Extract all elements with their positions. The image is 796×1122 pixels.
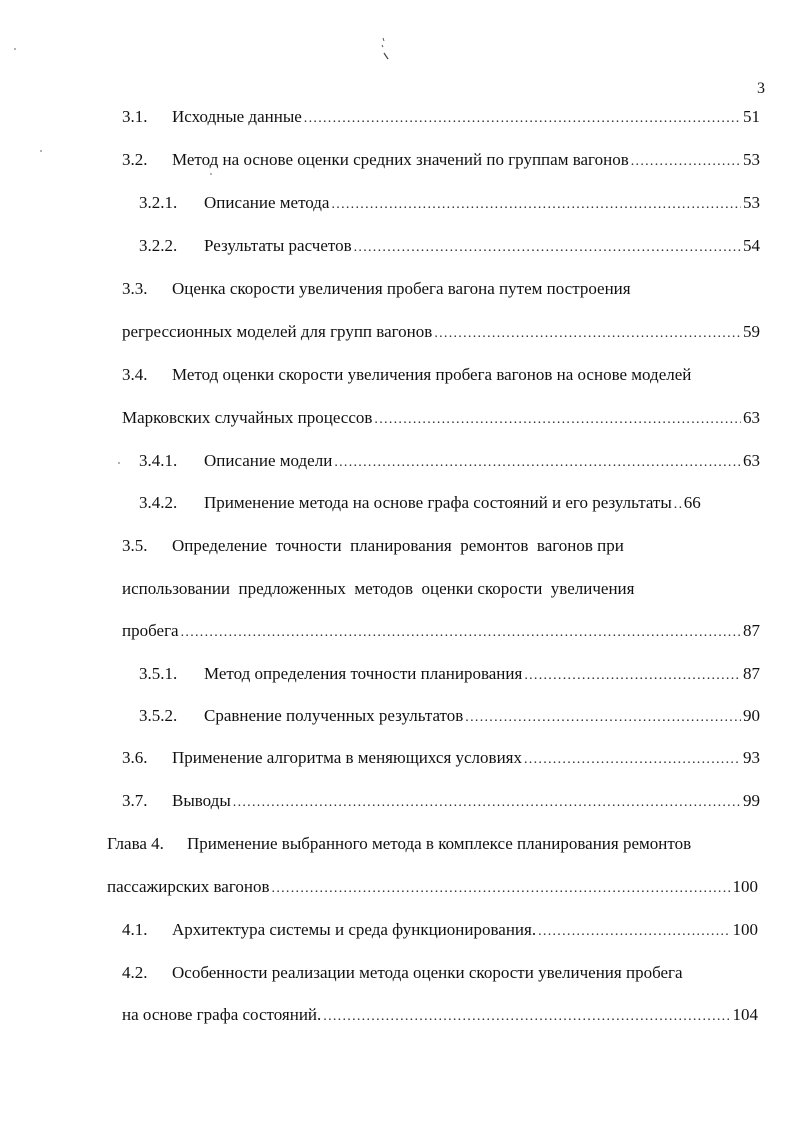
dot-leader bbox=[465, 707, 741, 729]
toc-entry-number: 3.6. bbox=[122, 748, 148, 767]
toc-chapter-continuation[interactable] bbox=[107, 876, 758, 898]
toc-entry[interactable] bbox=[139, 450, 760, 472]
toc-entry-page: 63 bbox=[743, 408, 760, 427]
toc-entry-title: Описание модели bbox=[204, 451, 333, 470]
toc-entry[interactable] bbox=[122, 149, 760, 171]
toc-entry-page: 63 bbox=[743, 451, 760, 470]
toc-entry-text bbox=[122, 149, 629, 171]
toc-chapter-title-continued: пассажирских вагонов bbox=[107, 877, 270, 896]
toc-entry-number: 4.1. bbox=[122, 920, 148, 939]
toc-entry-text bbox=[122, 620, 179, 642]
toc-entry-number: 3.7. bbox=[122, 791, 148, 810]
toc-entry-page: 54 bbox=[743, 236, 760, 255]
toc-entry-page: 53 bbox=[743, 193, 760, 212]
toc-entry-title-continued: Марковских случайных процессов bbox=[122, 408, 373, 427]
toc-entry-page: 87 bbox=[743, 621, 760, 640]
toc-entry-number: 3.1. bbox=[122, 107, 148, 126]
dot-leader bbox=[331, 194, 741, 216]
toc-entry-text bbox=[122, 321, 432, 343]
toc-entry-number: 3.5. bbox=[122, 536, 148, 555]
toc-entry-number: 3.4.2. bbox=[139, 493, 178, 512]
toc-entry-text bbox=[122, 790, 231, 812]
toc-entry[interactable] bbox=[139, 492, 760, 514]
toc-entry-page: 66 bbox=[683, 493, 701, 512]
toc-entry[interactable] bbox=[139, 705, 760, 727]
toc-entry-title-continued: на основе графа состояний. bbox=[122, 1005, 322, 1024]
toc-entry-page: 51 bbox=[743, 107, 760, 126]
dot-leader bbox=[374, 409, 741, 431]
toc-entry-number: 3.2. bbox=[122, 150, 148, 169]
toc-entry-page: 100 bbox=[732, 920, 758, 939]
toc-entry-title: Определение точности планирования ремонтов вагонов при bbox=[172, 536, 624, 555]
toc-entry-title-continued: пробега bbox=[122, 621, 179, 640]
dot-leader bbox=[233, 792, 741, 814]
toc-entry-title: Применение алгоритма в меняющихся условиях bbox=[172, 748, 522, 767]
toc-entry-title: Выводы bbox=[172, 791, 231, 810]
toc-entry-title: Особенности реализации метода оценки скорости увеличения пробега bbox=[172, 963, 683, 982]
dot-leader bbox=[434, 323, 741, 345]
toc-entry-text bbox=[122, 407, 372, 429]
toc-entry-line[interactable] bbox=[122, 364, 762, 386]
toc-entry-text bbox=[139, 663, 522, 685]
toc-entry-title: Архитектура системы и среда функционирования. bbox=[172, 920, 537, 939]
dot-leader bbox=[272, 878, 731, 900]
toc-entry-title: Метод на основе оценки средних значений по группам вагонов bbox=[172, 150, 629, 169]
toc-chapter-number: Глава 4. bbox=[107, 834, 164, 853]
toc-entry-continuation[interactable] bbox=[122, 321, 760, 343]
toc-entry-number: 3.2.1. bbox=[139, 193, 178, 212]
toc-entry-page: 87 bbox=[743, 664, 760, 683]
dot-leader bbox=[524, 749, 741, 771]
toc-entry[interactable] bbox=[122, 790, 760, 812]
toc-entry-text bbox=[139, 450, 332, 472]
toc-entry-number: 4.2. bbox=[122, 963, 148, 982]
toc-entry-page: 90 bbox=[743, 706, 760, 725]
toc-entry-page: 100 bbox=[732, 877, 758, 896]
dot-leader bbox=[674, 494, 682, 516]
stray-dot bbox=[118, 462, 120, 464]
toc-entry-line[interactable] bbox=[122, 578, 760, 600]
toc-entry-line[interactable] bbox=[122, 962, 760, 984]
toc-entry-title: Описание метода bbox=[204, 193, 330, 212]
dot-leader bbox=[538, 921, 730, 943]
toc-entry-page: 104 bbox=[732, 1005, 758, 1024]
toc-entry-number: 3.4.1. bbox=[139, 451, 178, 470]
dot-leader bbox=[524, 665, 741, 687]
toc-entry-text bbox=[139, 705, 463, 727]
stray-dot bbox=[40, 150, 42, 152]
toc-entry[interactable] bbox=[139, 235, 760, 257]
toc-entry-number: 3.4. bbox=[122, 365, 148, 384]
toc-entry-continuation[interactable] bbox=[122, 620, 760, 642]
dot-leader bbox=[354, 237, 741, 259]
toc-entry-number: 3.2.2. bbox=[139, 236, 178, 255]
toc-entry-number: 3.5.2. bbox=[139, 706, 178, 725]
toc-entry-page: 93 bbox=[743, 748, 760, 767]
dot-leader bbox=[631, 151, 741, 173]
toc-entry-text bbox=[107, 876, 270, 898]
toc-entry-text bbox=[139, 235, 352, 257]
toc-entry-title: Оценка скорости увеличения пробега вагона путем построения bbox=[172, 279, 631, 298]
page-number: 3 bbox=[757, 80, 765, 97]
toc-entry-line[interactable] bbox=[122, 535, 760, 557]
toc-chapter-title: Применение выбранного метода в комплексе планирования ремонтов bbox=[187, 834, 692, 853]
toc-entry-title: Метод определения точности планирования bbox=[204, 664, 523, 683]
toc-chapter-line[interactable] bbox=[107, 833, 762, 855]
toc-entry[interactable] bbox=[139, 192, 760, 214]
toc-entry-continuation[interactable] bbox=[122, 1004, 758, 1026]
toc-entry[interactable] bbox=[122, 919, 758, 941]
stray-dot bbox=[14, 48, 16, 50]
toc-entry-page: 99 bbox=[743, 791, 760, 810]
dot-leader bbox=[304, 108, 741, 130]
toc-entry-title: Применение метода на основе графа состояний и его результаты bbox=[204, 493, 672, 512]
toc-entry-page: 53 bbox=[743, 150, 760, 169]
toc-entry-text bbox=[139, 192, 329, 214]
toc-entry-number: 3.5.1. bbox=[139, 664, 178, 683]
toc-entry-text bbox=[122, 1004, 321, 1026]
toc-entry-text bbox=[139, 492, 672, 514]
toc-entry-text bbox=[122, 919, 536, 941]
dot-leader bbox=[323, 1006, 730, 1028]
scan-artifact-mark bbox=[378, 36, 390, 62]
toc-entry[interactable] bbox=[122, 106, 760, 128]
toc-entry-title-continued: регрессионных моделей для групп вагонов bbox=[122, 322, 433, 341]
stray-dot bbox=[210, 173, 212, 175]
toc-entry-line[interactable] bbox=[122, 278, 760, 300]
toc-entry-title: Метод оценки скорости увеличения пробега вагонов на основе моделей bbox=[172, 365, 692, 384]
dot-leader bbox=[181, 622, 741, 644]
toc-entry-text bbox=[122, 106, 302, 128]
toc-entry-title: Результаты расчетов bbox=[204, 236, 352, 255]
dot-leader bbox=[334, 452, 741, 474]
toc-entry-number: 3.3. bbox=[122, 279, 148, 298]
toc-entry[interactable] bbox=[139, 663, 760, 685]
toc-entry-text bbox=[122, 747, 522, 769]
toc-entry-page: 59 bbox=[743, 322, 760, 341]
toc-entry-title: Исходные данные bbox=[172, 107, 302, 126]
toc-entry-continuation[interactable] bbox=[122, 407, 760, 429]
toc-entry-title: Сравнение полученных результатов bbox=[204, 706, 464, 725]
toc-entry[interactable] bbox=[122, 747, 760, 769]
toc-entry-title-continued: использовании предложенных методов оценки скорости увеличения bbox=[122, 579, 635, 598]
